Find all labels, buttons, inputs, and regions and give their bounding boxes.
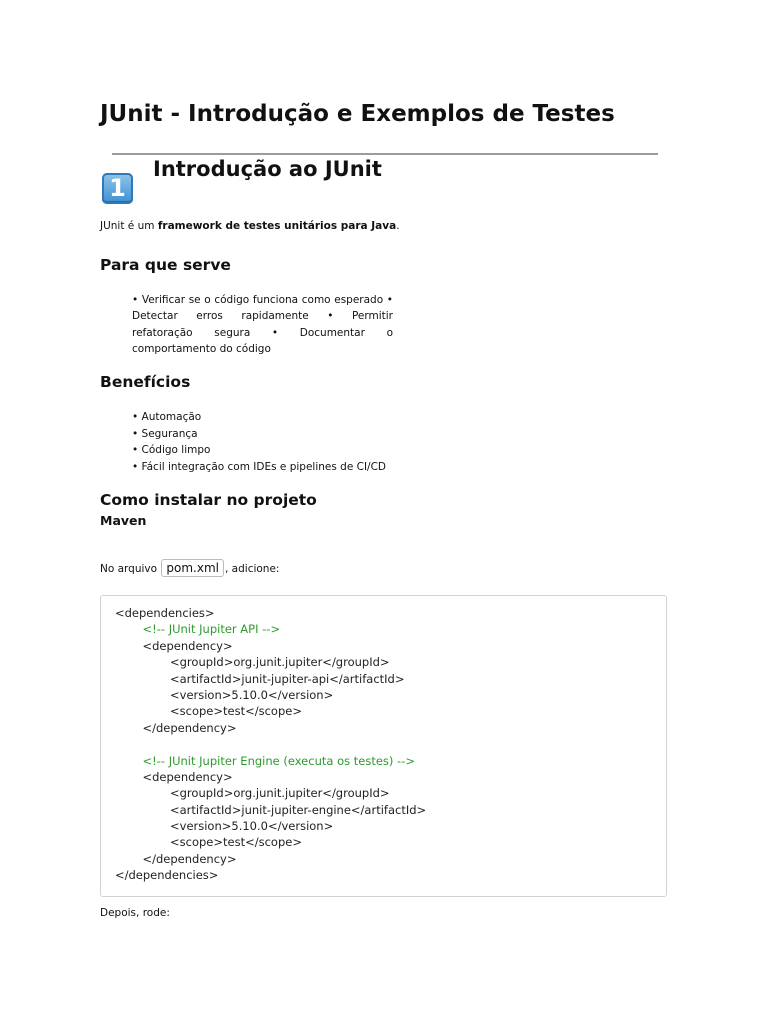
- inline-code-pom-xml: pom.xml: [161, 559, 224, 577]
- code-line: <dependencies>: [115, 606, 215, 620]
- code-comment-line: <!-- JUnit Jupiter API -->: [142, 622, 281, 637]
- section-title-intro: Introdução ao JUnit: [153, 157, 382, 181]
- pom-suffix: , adicione:: [225, 563, 280, 575]
- heading-purpose: Para que serve: [100, 256, 231, 274]
- document-title: JUnit - Introdução e Exemplos de Testes: [100, 101, 615, 127]
- intro-bold: framework de testes unitários para Java: [157, 220, 397, 232]
- intro-suffix: .: [396, 220, 400, 232]
- code-line: <groupId>org.junit.jupiter</groupId>: [170, 655, 390, 670]
- benefits-list: [132, 409, 386, 475]
- code-line: <dependency>: [142, 638, 233, 653]
- code-line: </dependency>: [142, 720, 237, 735]
- heading-install: Como instalar no projeto: [100, 491, 317, 509]
- code-block[interactable]: [100, 595, 667, 897]
- intro-prefix: JUnit é um: [100, 220, 158, 232]
- after-code-text: Depois, rode:: [100, 907, 170, 919]
- code-content: [115, 605, 426, 884]
- code-line: <scope>test</scope>: [170, 835, 302, 850]
- code-line: <artifactId>junit-jupiter-engine</artifactId>: [170, 802, 427, 817]
- code-line: <groupId>org.junit.jupiter</groupId>: [170, 786, 390, 801]
- code-line: <scope>test</scope>: [170, 704, 302, 719]
- code-line: </dependency>: [142, 851, 237, 866]
- code-line: <dependency>: [142, 769, 233, 784]
- purpose-paragraph: • Verificar se o código funciona como esperado • Detectar erros rapidamente • Permitir refatoração segura • Documentar o comportamento do código: [132, 294, 393, 356]
- heading-benefits: Benefícios: [100, 373, 191, 391]
- code-line: <version>5.10.0</version>: [170, 819, 334, 834]
- pom-prefix: No arquivo: [100, 563, 161, 575]
- pom-instruction: [100, 559, 279, 577]
- list-item: • Fácil integração com IDEs e pipelines de CI/CD: [132, 460, 387, 473]
- title-divider: [112, 153, 658, 155]
- list-item: • Código limpo: [132, 444, 211, 456]
- list-item: • Segurança: [132, 427, 198, 440]
- subheading-maven: Maven: [100, 513, 147, 528]
- code-line: <version>5.10.0</version>: [170, 687, 334, 702]
- list-item: • Automação: [132, 411, 202, 423]
- keycap-digit-one-icon: 1: [102, 173, 133, 204]
- intro-paragraph: [100, 220, 400, 232]
- code-line: </dependencies>: [115, 868, 219, 883]
- code-comment-line: <!-- JUnit Jupiter Engine (executa os testes) -->: [142, 753, 415, 768]
- code-line: [115, 736, 426, 752]
- code-line: <artifactId>junit-jupiter-api</artifactId>: [170, 671, 405, 686]
